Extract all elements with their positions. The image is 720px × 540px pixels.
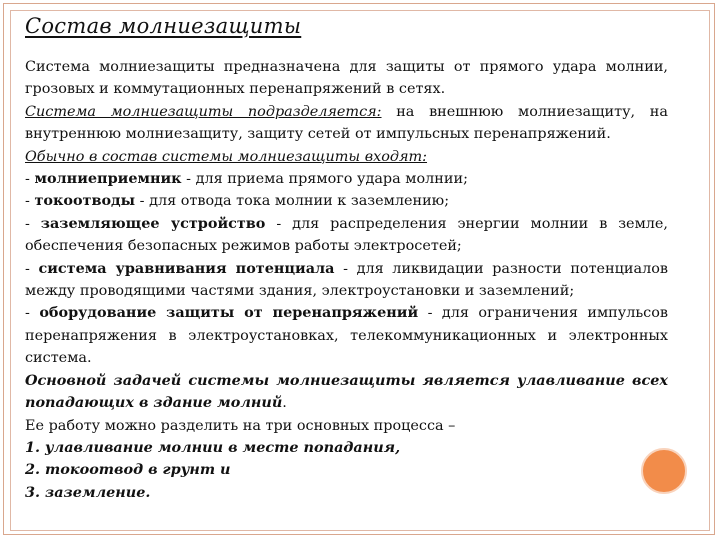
- component-item: - молниеприемник - для приема прямого удара молнии;: [25, 170, 468, 188]
- component-desc: - для ликвидации разности потенциалов между проводящими частями здания, электроустановки и заземлений;: [25, 260, 669, 300]
- component-desc: - для ограничения импульсов перенапряжения в электроустановках, телекоммуникационных и электронных система.: [25, 305, 669, 367]
- component-desc: - для отвода тока молнии к заземлению;: [135, 193, 450, 210]
- main-task-text: Основной задачей системы молниезащиты является улавливание всех попадающих в здание молний: [25, 371, 668, 412]
- component-item: - оборудование защиты от перенапряжений - для ограничения импульсов перенапряжения в электроустановках, телекоммуникационных и электронных система.: [25, 304, 669, 367]
- component-item: - система уравнивания потенциала - для ликвидации разности потенциалов между проводящими частями здания, электроустановки и заземлений;: [25, 259, 669, 300]
- component-item: - токоотводы - для отвода тока молнии к заземлению;: [25, 192, 450, 210]
- component-item: - заземляющее устройство - для распределения энергии молнии в земле, обеспечения безопасных режимов работы электросетей;: [25, 214, 668, 255]
- decorative-circle: [641, 448, 687, 494]
- component-term: заземляющее устройство: [40, 214, 266, 232]
- component-term: оборудование защиты от перенапряжений: [39, 304, 419, 322]
- component-desc: - для приема прямого удара молнии;: [181, 171, 468, 188]
- process-intro: Ее работу можно разделить на три основных процесса –: [25, 417, 456, 434]
- component-term: молниеприемник: [34, 170, 182, 188]
- component-term: токоотводы: [34, 192, 136, 210]
- slide-title: Состав молниезащиты: [25, 14, 302, 38]
- process-item: 1. улавливание молнии в месте попадания,: [25, 438, 401, 456]
- process-item: 3. заземление.: [25, 483, 151, 501]
- component-term: система уравнивания потенциала: [38, 259, 335, 277]
- includes-heading: Обычно в состав системы молниезащиты входят:: [25, 148, 428, 165]
- slide-body: [25, 56, 668, 504]
- process-item: 2. токоотвод в грунт и: [25, 461, 231, 479]
- subdivision-text: на внешнюю молниезащиту, на внутреннюю молниезащиту, защиту сетей от импульсных перенапряжений.: [25, 103, 668, 143]
- intro-paragraph: Система молниезащиты предназначена для защиты от прямого удара молнии, грозовых и коммутационных перенапряжений в сетях.: [25, 59, 668, 98]
- subdivision-lead: Система молниезащиты подразделяется:: [25, 103, 382, 120]
- component-desc: - для распределения энергии молнии в земле, обеспечения безопасных режимов работы электросетей;: [25, 215, 668, 255]
- subdivision-paragraph: [25, 101, 668, 146]
- main-task-paragraph: Основной задачей системы молниезащиты является улавливание всех попадающих в здание молний.: [25, 371, 668, 412]
